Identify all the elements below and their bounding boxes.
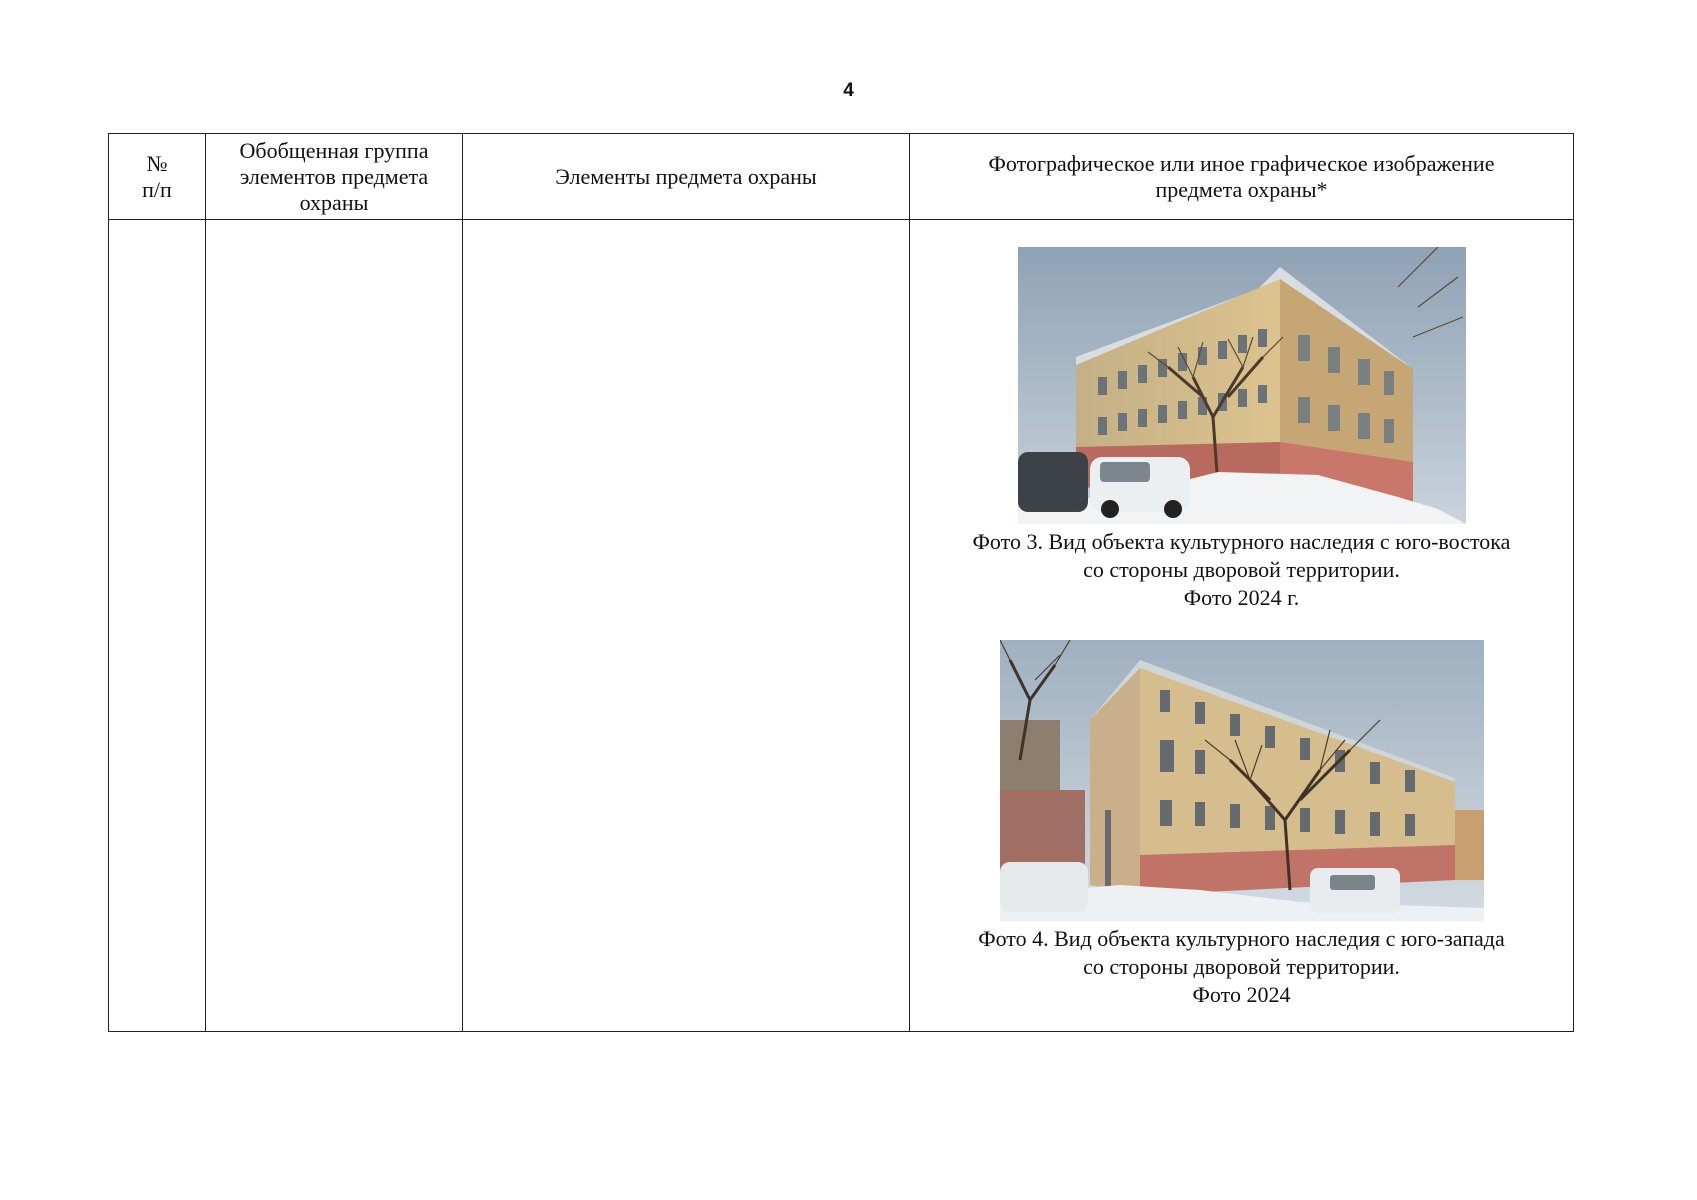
photo-4-caption-line-2: со стороны дворовой территории. [1083, 954, 1400, 979]
photo-block-3 [910, 247, 1573, 612]
header-number-line-2: п/п [142, 176, 172, 202]
table-row [109, 220, 1574, 1032]
header-elements-text: Элементы предмета охраны [555, 163, 817, 189]
photo-3-caption-line-3: Фото 2024 г. [1183, 585, 1300, 610]
header-group [206, 134, 463, 220]
photo-4-caption-line-1: Фото 4. Вид объекта культурного наследия с юго-запада [978, 926, 1505, 951]
header-photo [910, 134, 1574, 220]
header-number [109, 134, 206, 220]
cell-elements [463, 220, 910, 1032]
photo-block-4 [910, 640, 1573, 1009]
photo-4-caption [910, 925, 1573, 1009]
protection-table [108, 133, 1574, 1032]
header-group-line-2: элементов предмета [239, 163, 429, 189]
cell-number [109, 220, 206, 1032]
cell-group [206, 220, 463, 1032]
header-group-line-3: охраны [299, 189, 369, 215]
photo-4-caption-line-3: Фото 2024 [1192, 982, 1291, 1007]
photo-3-caption-line-2: со стороны дворовой территории. [1083, 557, 1400, 582]
header-photo-line-2: предмета охраны* [1155, 176, 1328, 202]
header-number-line-1: № [146, 150, 168, 176]
header-photo-line-1: Фотографическое или иное графическое изображение [988, 150, 1495, 176]
photo-4-image [1000, 640, 1484, 921]
header-elements [463, 134, 910, 220]
photo-3-image [1018, 247, 1466, 524]
photo-3-caption-line-1: Фото 3. Вид объекта культурного наследия с юго-востока [972, 529, 1511, 554]
header-group-line-1: Обобщенная группа [239, 137, 429, 163]
cell-photos [910, 220, 1574, 1032]
photo-3-caption [910, 528, 1573, 612]
table-header-row [109, 134, 1574, 220]
page-number: 4 [843, 80, 854, 101]
